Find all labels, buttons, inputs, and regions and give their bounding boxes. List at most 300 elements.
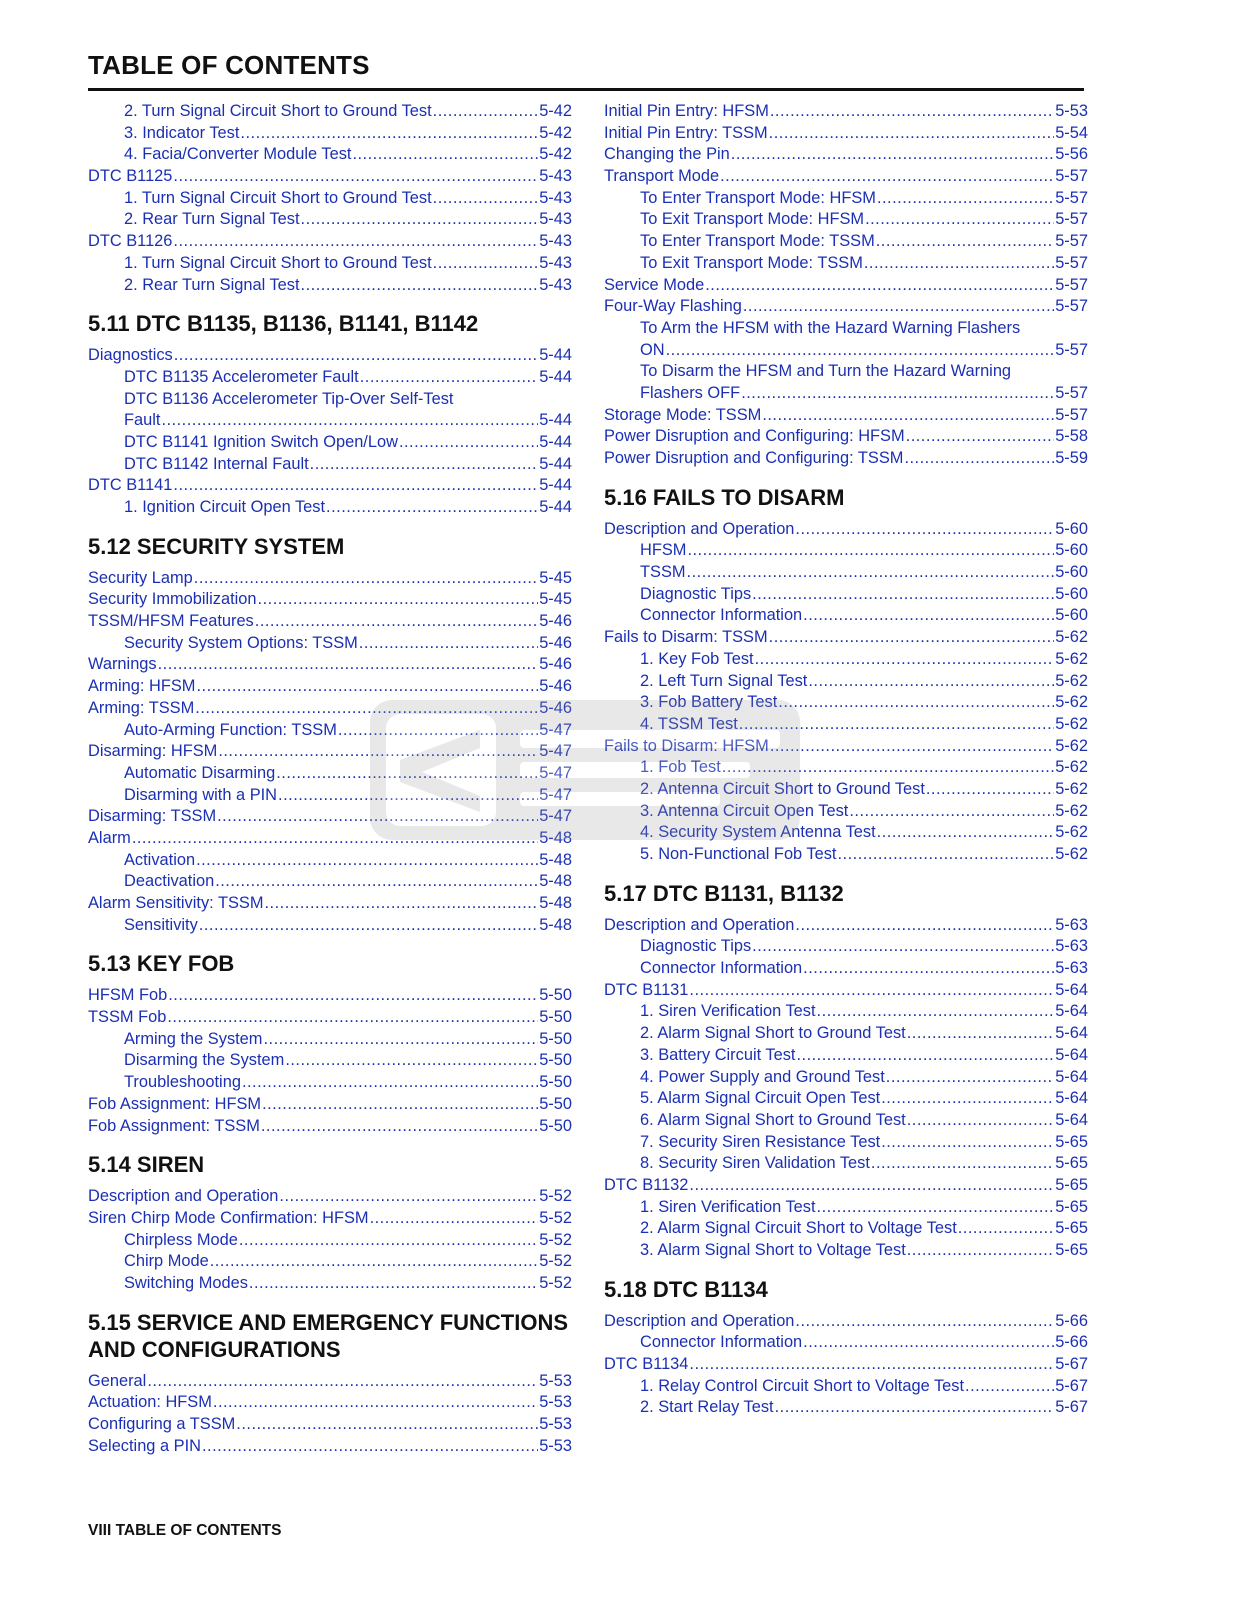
- toc-entry[interactable]: [604, 361, 1088, 404]
- toc-entry[interactable]: [604, 736, 1088, 758]
- toc-entry-title: Alarm: [88, 828, 131, 847]
- toc-entry[interactable]: [88, 144, 572, 166]
- dot-leader: [278, 785, 538, 807]
- dot-leader: [907, 1240, 1054, 1262]
- toc-entry[interactable]: [604, 1311, 1088, 1333]
- toc-entry[interactable]: [604, 318, 1088, 361]
- toc-entry[interactable]: [604, 1001, 1088, 1023]
- dot-leader: [173, 166, 538, 188]
- toc-entry-title: TSSM Fob: [88, 1008, 167, 1027]
- toc-entry[interactable]: [88, 806, 572, 828]
- toc-entry-title: Initial Pin Entry: TSSM: [604, 123, 768, 142]
- toc-entry-title: Switching Modes: [124, 1273, 248, 1292]
- toc-entry-title: Initial Pin Entry: HFSM: [604, 102, 769, 120]
- toc-entry-title: 1. Siren Verification Test: [640, 1002, 816, 1021]
- toc-entry[interactable]: [604, 1397, 1088, 1419]
- toc-entry-title: Power Disruption and Configuring: TSSM: [604, 449, 904, 467]
- section-heading: 5.14 SIREN: [88, 1152, 205, 1178]
- toc-entry-page: 5-60: [1055, 584, 1088, 603]
- toc-entry[interactable]: [88, 475, 572, 497]
- toc-entry[interactable]: [604, 188, 1088, 210]
- toc-entry-title: To Exit Transport Mode: TSSM: [640, 253, 863, 272]
- toc-entry[interactable]: [88, 275, 572, 297]
- toc-entry-title: Fails to Disarm: TSSM: [604, 628, 768, 647]
- dot-leader: [240, 123, 538, 145]
- toc-entry[interactable]: [604, 1067, 1088, 1089]
- toc-entry-title: Deactivation: [124, 872, 215, 891]
- dot-leader: [174, 345, 538, 367]
- toc-entry-page: 5-58: [1055, 427, 1088, 446]
- toc-entry[interactable]: [88, 497, 572, 519]
- toc-right-column: [604, 101, 1088, 1419]
- toc-entry-title: Automatic Disarming: [124, 763, 276, 782]
- dot-leader: [249, 1273, 538, 1295]
- dot-leader: [769, 123, 1055, 145]
- toc-entry[interactable]: [88, 568, 572, 590]
- toc-entry-page: 5-43: [539, 232, 572, 251]
- toc-entry[interactable]: [88, 101, 572, 123]
- toc-entry-page: 5-65: [1055, 1241, 1088, 1259]
- toc-entry-title: Actuation: HFSM: [88, 1393, 212, 1412]
- toc-entry[interactable]: [88, 633, 572, 655]
- toc-entry-title: Security Immobilization: [88, 590, 257, 609]
- toc-entry[interactable]: [604, 1088, 1088, 1110]
- toc-entry[interactable]: [604, 649, 1088, 671]
- dot-leader: [218, 741, 538, 763]
- toc-entry-page: 5-62: [1055, 823, 1088, 842]
- toc-entry-title: General: [88, 1371, 147, 1390]
- toc-entry[interactable]: [88, 1273, 572, 1295]
- dot-leader: [926, 779, 1054, 801]
- dot-leader: [720, 166, 1054, 188]
- dot-leader: [881, 1088, 1054, 1110]
- toc-entry-title: 2. Rear Turn Signal Test: [124, 275, 300, 294]
- toc-entry[interactable]: [604, 1376, 1088, 1398]
- toc-entry[interactable]: [604, 123, 1088, 145]
- toc-entry-title: Configuring a TSSM: [88, 1415, 236, 1433]
- toc-entry[interactable]: [604, 405, 1088, 427]
- toc-entry[interactable]: [88, 166, 572, 188]
- toc-entry-title: DTC B1132: [604, 1175, 689, 1194]
- toc-entry-title-line2: ON: [640, 340, 665, 359]
- toc-entry-page: 5-52: [539, 1230, 572, 1249]
- toc-entry[interactable]: [88, 1007, 572, 1029]
- toc-entry[interactable]: [88, 1116, 572, 1138]
- toc-entry[interactable]: [604, 275, 1088, 297]
- toc-entry[interactable]: [88, 850, 572, 872]
- section-heading: 5.15 SERVICE AND EMERGENCY FUNCTIONS AND CONFIGURATIONS: [88, 1309, 569, 1362]
- dot-leader: [236, 1414, 538, 1436]
- dot-leader: [795, 1311, 1054, 1333]
- toc-entry[interactable]: [88, 1072, 572, 1094]
- section-heading: 5.11 DTC B1135, B1136, B1141, B1142: [88, 311, 479, 337]
- toc-entry-page: 5-57: [1055, 275, 1088, 294]
- toc-entry-title: Activation: [124, 850, 196, 869]
- dot-leader: [907, 1110, 1054, 1132]
- toc-entry[interactable]: [604, 426, 1088, 448]
- dot-leader: [370, 1208, 539, 1230]
- toc-entry[interactable]: [604, 519, 1088, 541]
- dot-leader: [770, 101, 1054, 123]
- toc-entry[interactable]: [88, 1050, 572, 1072]
- dot-leader: [881, 1132, 1054, 1154]
- dot-leader: [262, 1094, 538, 1116]
- toc-entry[interactable]: [604, 1023, 1088, 1045]
- dot-leader: [770, 736, 1054, 758]
- section-heading: 5.17 DTC B1131, B1132: [604, 880, 844, 906]
- toc-entry-title: To Arm the HFSM with the Hazard Warning Flashers: [640, 318, 1021, 337]
- toc-entry-title: To Enter Transport Mode: HFSM: [640, 188, 876, 207]
- toc-entry[interactable]: [88, 1436, 572, 1458]
- toc-entry[interactable]: [604, 692, 1088, 714]
- toc-entry-title: Sensitivity: [124, 915, 198, 934]
- toc-entry[interactable]: [88, 454, 572, 476]
- toc-entry-page: 5-44: [539, 498, 572, 516]
- toc-entry-page: 5-42: [539, 123, 572, 142]
- toc-entry-page: 5-47: [539, 742, 572, 761]
- toc-entry-page: 5-66: [1055, 1311, 1088, 1330]
- toc-entry-page: 5-44: [539, 432, 572, 451]
- toc-entry-page: 5-48: [539, 850, 572, 869]
- toc-entry-title: 1. Turn Signal Circuit Short to Ground Test: [124, 188, 432, 207]
- dot-leader: [194, 568, 538, 590]
- toc-entry-page: 5-62: [1055, 736, 1088, 755]
- toc-entry-title-continued: [640, 340, 1088, 362]
- toc-entry-title: To Disarm the HFSM and Turn the Hazard Warning: [640, 362, 1012, 381]
- toc-entry[interactable]: [604, 562, 1088, 584]
- toc-entry-page: 5-62: [1055, 845, 1088, 863]
- dot-leader: [301, 209, 539, 231]
- toc-entry[interactable]: [604, 296, 1088, 318]
- toc-entry-page: 5-63: [1055, 937, 1088, 956]
- toc-entry-title: To Exit Transport Mode: HFSM: [640, 210, 865, 229]
- dot-leader: [285, 1050, 538, 1072]
- dot-leader: [731, 144, 1054, 166]
- toc-entry[interactable]: [604, 779, 1088, 801]
- toc-entry[interactable]: [88, 123, 572, 145]
- toc-entry-page: 5-59: [1055, 449, 1088, 467]
- toc-entry-page: 5-53: [539, 1371, 572, 1390]
- toc-entry-page: 5-46: [539, 612, 572, 631]
- toc-entry-title: Description and Operation: [604, 1311, 795, 1330]
- dot-leader: [849, 801, 1054, 823]
- toc-entry[interactable]: [88, 654, 572, 676]
- toc-entry-page: 5-67: [1055, 1355, 1088, 1374]
- toc-entry[interactable]: [604, 101, 1088, 123]
- section-heading: 5.12 SECURITY SYSTEM: [88, 533, 345, 559]
- toc-entry-title: DTC B1136 Accelerometer Tip-Over Self-Test: [124, 389, 454, 408]
- toc-entry-title: Service Mode: [604, 275, 705, 294]
- dot-leader: [752, 936, 1054, 958]
- dot-leader: [147, 1371, 538, 1393]
- toc-entry-page: 5-65: [1055, 1175, 1088, 1194]
- toc-entry-page: 5-57: [1055, 383, 1088, 402]
- toc-entry-page: 5-53: [539, 1436, 572, 1455]
- toc-entry[interactable]: [88, 1186, 572, 1208]
- toc-entry-page: 5-50: [539, 1116, 572, 1135]
- toc-entry-title: 3. Alarm Signal Short to Voltage Test: [640, 1241, 906, 1259]
- dot-leader: [326, 497, 538, 519]
- dot-leader: [196, 676, 538, 698]
- toc-entry[interactable]: [604, 671, 1088, 693]
- toc-entry-title: 1. Key Fob Test: [640, 649, 754, 668]
- toc-entry-page: 5-45: [539, 568, 572, 587]
- toc-entry-title: Fob Assignment: HFSM: [88, 1094, 262, 1113]
- toc-entry-title: Arming the System: [124, 1029, 263, 1048]
- dot-leader: [433, 253, 539, 275]
- dot-leader: [167, 1007, 538, 1029]
- toc-entry[interactable]: [88, 432, 572, 454]
- toc-entry-title: 3. Indicator Test: [124, 123, 240, 142]
- toc-entry-title: DTC B1141: [88, 476, 173, 495]
- toc-entry-title: To Enter Transport Mode: TSSM: [640, 232, 875, 251]
- dot-leader: [158, 654, 539, 676]
- toc-entry[interactable]: [88, 209, 572, 231]
- toc-entry[interactable]: [604, 448, 1088, 470]
- toc-entry[interactable]: [88, 611, 572, 633]
- toc-entry-title: 5. Non-Functional Fob Test: [640, 845, 837, 863]
- toc-entry-page: 5-50: [539, 1094, 572, 1113]
- toc-entry[interactable]: [88, 1029, 572, 1051]
- toc-entry-page: 5-52: [539, 1187, 572, 1206]
- toc-entry-page: 5-57: [1055, 340, 1088, 359]
- toc-entry-page: 5-63: [1055, 959, 1088, 978]
- dot-leader: [795, 519, 1054, 541]
- toc-entry[interactable]: [604, 144, 1088, 166]
- dot-leader: [739, 714, 1054, 736]
- dot-leader: [705, 275, 1054, 297]
- toc-entry-title: Diagnostics: [88, 346, 173, 365]
- dot-leader: [687, 562, 1055, 584]
- toc-entry[interactable]: [88, 720, 572, 742]
- page-footer: VIII TABLE OF CONTENTS: [88, 1522, 282, 1539]
- toc-entry[interactable]: [88, 589, 572, 611]
- toc-entry[interactable]: [604, 540, 1088, 562]
- toc-entry[interactable]: [88, 367, 572, 389]
- toc-entry[interactable]: [604, 1132, 1088, 1154]
- toc-entry-title: Arming: TSSM: [88, 698, 195, 717]
- dot-leader: [958, 1218, 1054, 1240]
- toc-entry-page: 5-62: [1055, 714, 1088, 733]
- toc-left-column: [88, 101, 572, 1457]
- dot-leader: [217, 806, 538, 828]
- toc-entry-page: 5-45: [539, 590, 572, 609]
- toc-entry-page: 5-66: [1055, 1333, 1088, 1352]
- toc-entry-title-line2: Flashers OFF: [640, 383, 741, 402]
- toc-entry-page: 5-44: [539, 411, 572, 430]
- toc-entry-page: 5-47: [539, 763, 572, 782]
- dot-leader: [795, 915, 1054, 937]
- toc-entry-title: Description and Operation: [88, 1187, 279, 1206]
- toc-entry[interactable]: [604, 936, 1088, 958]
- toc-entry-page: 5-42: [539, 102, 572, 120]
- dot-leader: [352, 144, 538, 166]
- toc-entry-title: Disarming: HFSM: [88, 742, 218, 761]
- toc-entry[interactable]: [88, 1230, 572, 1252]
- toc-entry-page: 5-47: [539, 807, 572, 826]
- toc-entry[interactable]: [604, 209, 1088, 231]
- toc-entry-page: 5-48: [539, 828, 572, 847]
- toc-entry-title-continued: [640, 383, 1088, 405]
- toc-entry-title: 3. Battery Circuit Test: [640, 1045, 796, 1064]
- toc-entry[interactable]: [604, 584, 1088, 606]
- toc-entry[interactable]: [604, 1175, 1088, 1197]
- toc-entry-title: 1. Fob Test: [640, 758, 721, 777]
- dot-leader: [877, 822, 1055, 844]
- toc-entry[interactable]: [88, 893, 572, 915]
- toc-entry-title: 2. Alarm Signal Circuit Short to Voltage Test: [640, 1219, 957, 1238]
- dot-leader: [301, 275, 539, 297]
- toc-entry[interactable]: [88, 1251, 572, 1273]
- toc-entry[interactable]: [604, 980, 1088, 1002]
- toc-entry-title: Power Disruption and Configuring: HFSM: [604, 427, 905, 446]
- toc-entry[interactable]: [88, 828, 572, 850]
- dot-leader: [161, 410, 538, 432]
- toc-entry[interactable]: [88, 676, 572, 698]
- toc-entry-page: 5-47: [539, 720, 572, 739]
- dot-leader: [755, 649, 1055, 671]
- dot-leader: [173, 231, 538, 253]
- toc-entry[interactable]: [88, 253, 572, 275]
- toc-entry[interactable]: [88, 231, 572, 253]
- dot-leader: [769, 627, 1055, 649]
- toc-entry-page: 5-64: [1055, 1110, 1088, 1129]
- toc-entry[interactable]: [88, 1392, 572, 1414]
- dot-leader: [338, 720, 538, 742]
- toc-entry-title: DTC B1125: [88, 167, 173, 186]
- toc-entry[interactable]: [604, 1045, 1088, 1067]
- toc-entry-page: 5-48: [539, 894, 572, 912]
- dot-leader: [202, 1436, 538, 1458]
- toc-entry-page: 5-53: [539, 1415, 572, 1433]
- toc-entry[interactable]: [604, 1354, 1088, 1376]
- toc-entry-page: 5-64: [1055, 980, 1088, 999]
- toc-entry[interactable]: [604, 757, 1088, 779]
- toc-entry[interactable]: [604, 166, 1088, 188]
- toc-entry[interactable]: [604, 1110, 1088, 1132]
- toc-entry[interactable]: [88, 188, 572, 210]
- dot-leader: [310, 454, 539, 476]
- toc-entry[interactable]: [604, 915, 1088, 937]
- toc-entry[interactable]: [88, 763, 572, 785]
- dot-leader: [255, 611, 538, 633]
- toc-entry-page: 5-67: [1055, 1376, 1088, 1395]
- toc-entry[interactable]: [604, 231, 1088, 253]
- toc-entry-page: 5-53: [539, 1393, 572, 1412]
- toc-entry[interactable]: [604, 1240, 1088, 1262]
- toc-entry[interactable]: [604, 714, 1088, 736]
- dot-leader: [886, 1067, 1054, 1089]
- toc-entry[interactable]: [88, 741, 572, 763]
- toc-entry-page: 5-62: [1055, 758, 1088, 777]
- dot-leader: [877, 188, 1054, 210]
- toc-entry-page: 5-64: [1055, 1045, 1088, 1064]
- toc-entry-page: 5-64: [1055, 1067, 1088, 1086]
- toc-entry-title: Connector Information: [640, 606, 803, 625]
- toc-entry-title: DTC B1141 Ignition Switch Open/Low: [124, 432, 398, 451]
- dot-leader: [803, 1332, 1054, 1354]
- toc-entry[interactable]: [88, 345, 572, 367]
- toc-entry-title: 5. Alarm Signal Circuit Open Test: [640, 1089, 881, 1108]
- toc-entry-title: Security System Options: TSSM: [124, 633, 358, 652]
- toc-entry-page: 5-44: [539, 346, 572, 365]
- toc-entry-page: 5-57: [1055, 188, 1088, 207]
- dot-leader: [173, 475, 538, 497]
- toc-entry-title: Description and Operation: [604, 915, 795, 934]
- toc-entry[interactable]: [88, 785, 572, 807]
- toc-entry-page: 5-43: [539, 188, 572, 207]
- toc-entry-title: Fails to Disarm: HFSM: [604, 736, 769, 755]
- dot-leader: [871, 1153, 1054, 1175]
- toc-entry-page: 5-50: [539, 1051, 572, 1070]
- dot-leader: [906, 426, 1055, 448]
- toc-entry-page: 5-46: [539, 677, 572, 696]
- dot-leader: [215, 871, 538, 893]
- dot-leader: [258, 589, 539, 611]
- toc-entry[interactable]: [604, 844, 1088, 866]
- dot-leader: [399, 432, 538, 454]
- toc-entry[interactable]: [88, 985, 572, 1007]
- toc-entry[interactable]: [604, 627, 1088, 649]
- toc-entry-title: Disarming with a PIN: [124, 785, 278, 804]
- toc-entry-title: Alarm Sensitivity: TSSM: [88, 894, 264, 912]
- toc-entry[interactable]: [604, 1153, 1088, 1175]
- dot-leader: [817, 1001, 1055, 1023]
- toc-entry[interactable]: [604, 1332, 1088, 1354]
- title-rule: [88, 88, 1084, 91]
- toc-entry[interactable]: [88, 1208, 572, 1230]
- toc-entry-title: DTC B1142 Internal Fault: [124, 454, 309, 473]
- toc-entry[interactable]: [88, 389, 572, 432]
- toc-entry-title: HFSM Fob: [88, 986, 168, 1005]
- toc-entry-page: 5-47: [539, 785, 572, 804]
- dot-leader: [196, 850, 538, 872]
- toc-entry[interactable]: [88, 698, 572, 720]
- dot-leader: [778, 692, 1054, 714]
- toc-entry-page: 5-43: [539, 253, 572, 272]
- toc-entry[interactable]: [88, 1371, 572, 1393]
- dot-leader: [261, 1116, 538, 1138]
- toc-entry-title: 1. Turn Signal Circuit Short to Ground Test: [124, 253, 432, 272]
- dot-leader: [433, 101, 539, 123]
- toc-entry-title: 3. Antenna Circuit Open Test: [640, 801, 849, 820]
- toc-entry[interactable]: [88, 1094, 572, 1116]
- toc-entry-page: 5-62: [1055, 649, 1088, 668]
- toc-entry[interactable]: [88, 871, 572, 893]
- toc-entry[interactable]: [604, 605, 1088, 627]
- dot-leader: [687, 540, 1054, 562]
- toc-entry-title: Chirpless Mode: [124, 1230, 238, 1249]
- dot-leader: [132, 828, 538, 850]
- dot-leader: [689, 980, 1054, 1002]
- toc-entry-title: Siren Chirp Mode Confirmation: HFSM: [88, 1208, 369, 1227]
- toc-entry-page: 5-64: [1055, 1089, 1088, 1108]
- dot-leader: [279, 1186, 538, 1208]
- toc-entry-title: 2. Left Turn Signal Test: [640, 671, 808, 690]
- toc-entry-page: 5-52: [539, 1273, 572, 1292]
- toc-entry[interactable]: [604, 1197, 1088, 1219]
- toc-entry[interactable]: [604, 801, 1088, 823]
- toc-entry[interactable]: [88, 915, 572, 937]
- toc-entry-title: HFSM: [640, 541, 687, 560]
- toc-entry-title: 4. TSSM Test: [640, 714, 738, 733]
- toc-entry[interactable]: [604, 822, 1088, 844]
- toc-entry[interactable]: [88, 1414, 572, 1436]
- toc-entry[interactable]: [604, 253, 1088, 275]
- dot-leader: [796, 1045, 1054, 1067]
- toc-entry[interactable]: [604, 958, 1088, 980]
- toc-entry[interactable]: [604, 1218, 1088, 1240]
